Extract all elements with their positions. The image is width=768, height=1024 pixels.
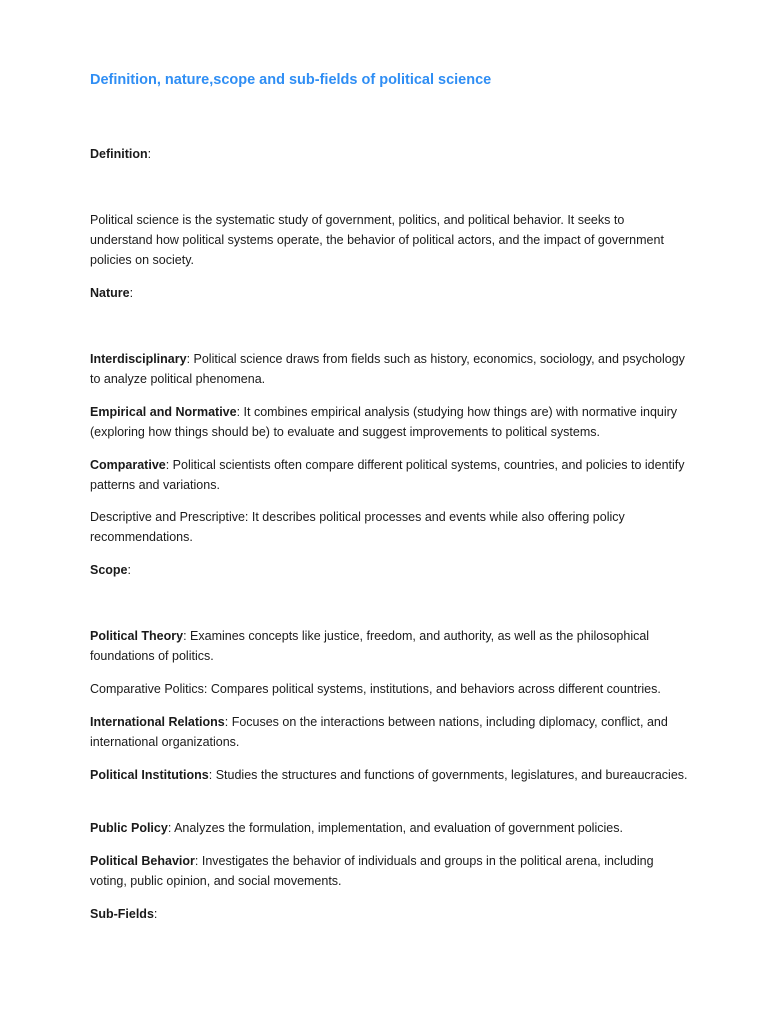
scope-item-text: : Investigates the behavior of individuals and groups in the political arena, including voting, public opinion, and social movements. [90,854,654,888]
definition-paragraph: Political science is the systematic study of government, politics, and political behavior. It seeks to understand how political systems operate, the behavior of political actors, and the impact of government policies on society. [90,213,664,267]
nature-item-descriptive-prescriptive [90,507,690,547]
scope-item-international-relations [90,712,690,752]
scope-item-term: Political Behavior [90,854,195,868]
scope-item-term: Political Institutions [90,768,209,782]
scope-item-comparative-politics [90,679,690,699]
nature-item-text: Descriptive and Prescriptive: It describes political processes and events while also offering policy recommendations. [90,510,625,544]
scope-item-term: Political Theory [90,629,184,643]
scope-item-text: : Studies the structures and functions of governments, legislatures, and bureaucracies. [208,768,688,782]
nature-item-text: : Political scientists often compare different political systems, countries, and policies to identify patterns and variations. [90,458,685,492]
scope-item-political-institutions [90,765,690,785]
scope-item-term: Public Policy [90,821,168,835]
nature-item-text: : Political science draws from fields such as history, economics, sociology, and psychology to analyze political phenomena. [90,352,685,386]
subfields-heading-label: Sub-Fields [90,907,154,921]
scope-heading-label: Scope [90,563,128,577]
nature-item-term: Comparative [90,458,166,472]
nature-item-empirical-normative [90,402,690,442]
nature-item-interdisciplinary [90,349,690,389]
scope-item-text: : Focuses on the interactions between nations, including diplomacy, conflict, and international organizations. [90,715,668,749]
scope-item-political-theory [90,626,690,666]
nature-item-term: Empirical and Normative [90,405,237,419]
section-heading-subfields: Sub-Fields: [90,907,158,921]
section-heading-nature: Nature: [90,286,134,300]
scope-item-text: : Analyzes the formulation, implementation, and evaluation of government policies. [167,821,623,835]
scope-item-term: International Relations [90,715,225,729]
nature-item-comparative [90,455,690,495]
nature-item-term: Interdisciplinary [90,352,187,366]
nature-heading-label: Nature [90,286,130,300]
nature-item-text: : It combines empirical analysis (studying how things are) with normative inquiry (exploring how things should be) to evaluate and suggest improvements to political systems. [90,405,678,439]
scope-item-public-policy [90,818,690,838]
scope-item-text: : Examines concepts like justice, freedom, and authority, as well as the philosophical foundations of politics. [90,629,650,663]
section-heading-scope: Scope: [90,563,131,577]
document-title: Definition, nature,scope and sub-fields of political science [90,72,492,88]
scope-item-text: Comparative Politics: Compares political systems, institutions, and behaviors across different countries. [90,682,661,696]
definition-heading-label: Definition [90,147,148,161]
section-heading-definition: Definition: [90,147,152,161]
scope-item-political-behavior [90,851,690,891]
